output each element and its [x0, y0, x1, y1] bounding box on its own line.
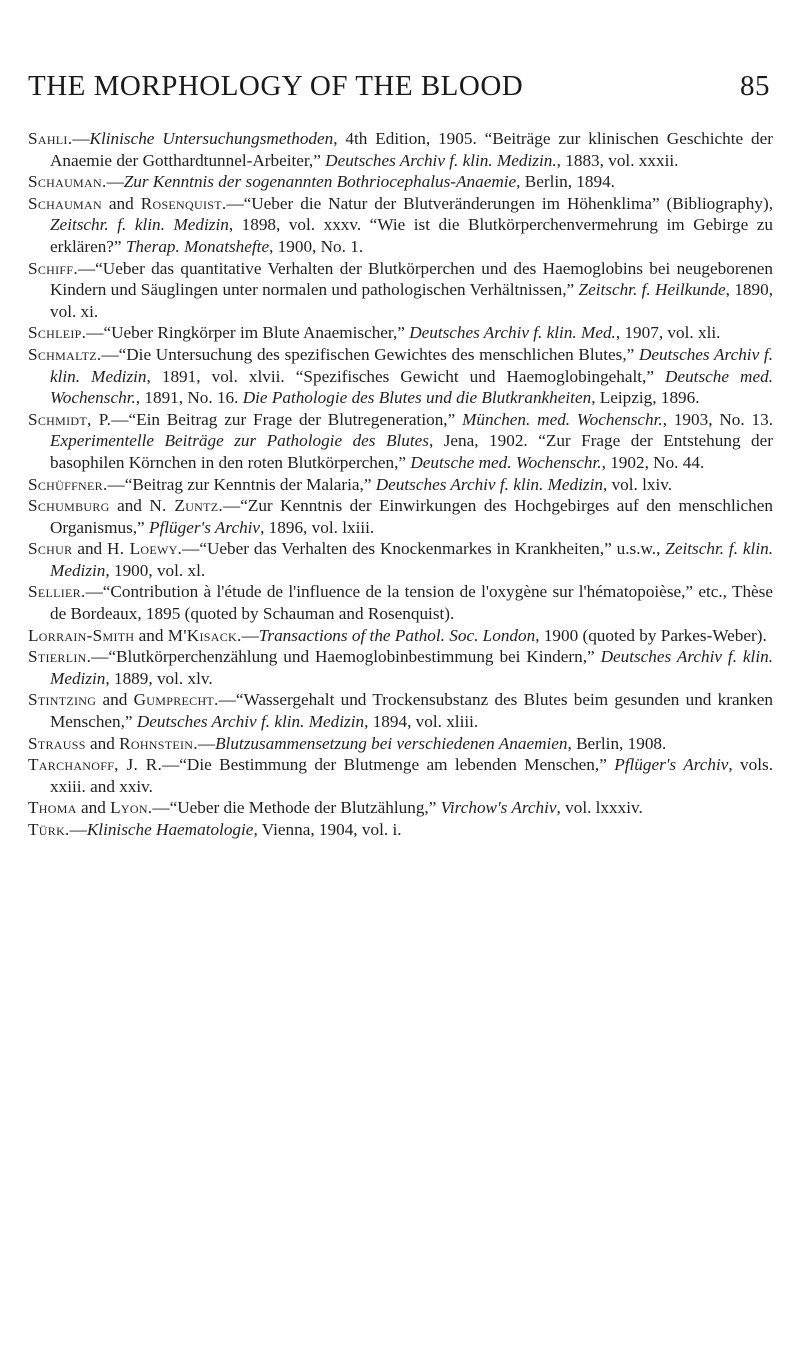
reference-title: Zeitschr. f. klin. Medizin	[50, 215, 229, 235]
reference-author: H. Loewy.	[107, 539, 183, 559]
reference-title: Die Pathologie des Blutes und die Blutkrankheiten	[242, 388, 592, 408]
reference-entry	[28, 344, 773, 409]
reference-title: Klinische Untersuchungsmethoden	[89, 129, 334, 148]
reference-author: Gumprecht.	[133, 690, 219, 710]
reference-conjunction: and	[101, 193, 141, 213]
page-number: 85	[740, 70, 770, 102]
reference-text: , 1900, No. 1.	[269, 236, 364, 256]
reference-entry	[28, 128, 773, 171]
reference-text: “Die Bestimmung der Blutmenge am lebenden Menschen,”	[179, 755, 615, 775]
reference-author: Schiff.	[28, 258, 78, 278]
reference-text: “Ueber das Verhalten des Knockenmarkes in Krankheiten,” u.s.w.,	[199, 539, 666, 559]
reference-author: Lyon.	[110, 798, 153, 818]
reference-entry	[28, 819, 773, 841]
reference-title: Pflüger's Archiv	[614, 755, 729, 775]
reference-author: M'Kisack.	[167, 625, 242, 645]
reference-entry	[28, 646, 773, 689]
reference-author: Schur	[28, 539, 73, 559]
reference-entry	[28, 495, 773, 538]
reference-author: Lorrain-Smith	[28, 625, 135, 645]
reference-entry	[28, 474, 773, 496]
reference-title: Deutsches Archiv f. klin. Medizin.	[325, 150, 557, 170]
reference-author: Schleip.	[28, 323, 87, 343]
reference-title: Klinische Haematologie	[86, 820, 254, 839]
reference-author: Schüffner.	[28, 474, 108, 494]
reference-separator: —	[107, 474, 125, 494]
reference-text: , vol. lxxxiv.	[556, 798, 643, 818]
reference-text: , 1891, vol. xlvii. “Spezifisches Gewicht und Haemoglobingehalt,”	[146, 366, 666, 386]
reference-text: , Leipzig, 1896.	[591, 388, 700, 408]
reference-separator: —	[223, 496, 241, 516]
reference-author: Tarchanoff, J. R.	[28, 755, 163, 775]
reference-separator: —	[101, 344, 119, 364]
reference-text: “Contribution à l'étude de l'influence de la tension de l'oxygène sur l'hématopoièse,” etc., Thèse de Bordeaux, 1895 (quoted by Schauman and Rosenquist).	[50, 582, 773, 624]
reference-title: Deutsche med. Wochenschr.	[50, 366, 773, 408]
reference-author: Stintzing	[28, 690, 97, 710]
reference-text: , Berlin, 1908.	[567, 733, 667, 753]
reference-text: “Ein Beitrag zur Frage der Blutregeneration,”	[128, 409, 463, 429]
reference-text: , 1891, No. 16.	[135, 388, 243, 408]
reference-text: , Vienna, 1904, vol. i.	[253, 820, 402, 839]
reference-text: , 1902, No. 44.	[601, 452, 705, 472]
reference-author: Schauman.	[28, 172, 107, 192]
reference-author: Rosenquist.	[140, 193, 227, 213]
reference-text: , 1889, vol. xlv.	[105, 668, 213, 688]
reference-author: Schauman	[28, 193, 102, 213]
reference-text: “Zur Kenntnis der Einwirkungen des Hochgebirges auf den menschlichen Organismus,”	[50, 496, 773, 537]
reference-separator: —	[162, 755, 180, 775]
reference-conjunction: and	[109, 496, 150, 516]
reference-title: München. med. Wochenschr.	[462, 409, 663, 429]
reference-separator: —	[182, 539, 200, 559]
reference-text: “Beitrag zur Kenntnis der Malaria,”	[124, 474, 376, 494]
reference-entry	[28, 193, 773, 258]
reference-author: Schumburg	[28, 496, 110, 516]
reference-separator: —	[152, 798, 170, 818]
reference-author: Rohnstein.	[119, 733, 198, 753]
reference-entry	[28, 754, 773, 797]
reference-text: “Ueber die Methode der Blutzählung,”	[169, 798, 441, 818]
reference-title: Pflüger's Archiv	[148, 517, 261, 537]
reference-author: Sellier.	[28, 582, 86, 602]
reference-title: Virchow's Archiv	[440, 798, 557, 818]
reference-title: Deutsches Archiv f. klin. Medizin	[375, 474, 603, 494]
reference-text: , vol. lxiv.	[602, 474, 673, 494]
reference-separator: —	[241, 625, 259, 645]
reference-author: Schmaltz.	[28, 344, 102, 364]
reference-title: Zeitschr. f. klin. Medizin	[50, 539, 773, 580]
reference-text: “Ueber die Natur der Blutveränderungen im Höhenklima” (Bibliography),	[243, 193, 773, 213]
reference-separator: —	[86, 323, 104, 343]
reference-conjunction: and	[72, 539, 108, 559]
reference-text: , Jena, 1902. “Zur Frage der Entstehung der basophilen Körnchen in den roten Blutkörperchen,”	[50, 431, 773, 472]
reference-text: , 1896, vol. lxiii.	[260, 517, 375, 537]
reference-separator: —	[69, 820, 87, 839]
reference-text: “Die Untersuchung des spezifischen Gewichtes des menschlichen Blutes,”	[118, 344, 639, 364]
reference-author: N. Zuntz.	[149, 496, 223, 516]
reference-entry	[28, 322, 773, 344]
reference-text: “Wassergehalt und Trockensubstanz des Blutes beim gesunden und kranken Menschen,”	[50, 690, 773, 732]
reference-author: Stierlin.	[28, 647, 92, 667]
reference-text: , 1903, No. 13.	[662, 409, 773, 429]
reference-title: Blutzusammensetzung bei verschiedenen Anaemien	[215, 733, 568, 753]
reference-title: Therap. Monatshefte	[125, 236, 270, 256]
reference-separator: —	[111, 409, 129, 429]
reference-separator: —	[106, 172, 124, 192]
reference-text: “Ueber Ringkörper im Blute Anaemischer,”	[103, 323, 410, 343]
reference-text: , 1907, vol. xli.	[615, 323, 721, 343]
reference-entry	[28, 258, 773, 323]
reference-title: Deutsches Archiv f. klin. Med.	[409, 323, 616, 343]
running-head: THE MORPHOLOGY OF THE BLOOD	[28, 70, 524, 102]
reference-conjunction: and	[96, 690, 134, 710]
reference-author: Strauss	[28, 733, 86, 753]
reference-separator: —	[226, 193, 244, 213]
reference-text: , Berlin, 1894.	[516, 172, 615, 192]
reference-title: Deutsches Archiv f. klin. Medizin	[50, 344, 773, 386]
reference-text: , 1900, vol. xl.	[105, 560, 206, 580]
reference-title: Experimentelle Beiträge zur Pathologie des Blutes	[50, 431, 429, 451]
reference-author: Schmidt, P.	[28, 409, 112, 429]
page-header	[0, 70, 800, 110]
reference-text: “Ueber das quantitative Verhalten der Blutkörperchen und des Haemoglobins bei neugeborenen Kindern und Säuglingen unter normalen und pathologischen Verhältnissen,”	[50, 258, 773, 300]
reference-author: Sahli.	[28, 129, 73, 148]
reference-conjunction: and	[85, 733, 120, 753]
reference-separator: —	[91, 647, 109, 667]
reference-author: Türk.	[28, 820, 70, 839]
reference-text: , 1883, vol. xxxii.	[556, 150, 679, 170]
reference-entry	[28, 171, 773, 193]
reference-conjunction: and	[76, 798, 111, 818]
reference-separator: —	[77, 258, 96, 278]
reference-title: Deutsches Archiv f. klin. Medizin	[136, 712, 365, 732]
reference-separator: —	[197, 733, 216, 753]
reference-text: , 1900 (quoted by Parkes-Weber).	[535, 625, 767, 645]
reference-entry	[28, 581, 773, 624]
reference-title: Deutsches Archiv f. klin. Medizin	[50, 647, 773, 688]
reference-separator: —	[85, 582, 103, 602]
reference-text: , 4th Edition, 1905. “Beiträge zur klinischen Geschichte der Anaemie der Gotthardtunnel-Arbeiter,”	[50, 129, 773, 170]
reference-entry	[28, 409, 773, 474]
reference-author: Thoma	[28, 798, 77, 818]
reference-entry	[28, 538, 773, 581]
reference-entry	[28, 797, 773, 819]
reference-text: “Blutkörperchenzählung und Haemoglobinbestimmung bei Kindern,”	[108, 647, 601, 667]
reference-text: , 1898, vol. xxxv. “Wie ist die Blutkörperchenvermehrung im Gebirge zu erklären?”	[50, 215, 773, 256]
reference-text: , 1890, vol. xi.	[50, 280, 773, 321]
reference-conjunction: and	[134, 625, 168, 645]
reference-separator: —	[72, 129, 90, 148]
reference-title: Zeitschr. f. Heilkunde	[578, 280, 726, 300]
reference-title: Transactions of the Pathol. Soc. London	[258, 625, 536, 645]
reference-title: Zur Kenntnis der sogenannten Bothriocephalus-Anaemie	[123, 172, 517, 192]
reference-separator: —	[218, 690, 236, 710]
reference-text: , vols. xxiii. and xxiv.	[50, 755, 773, 796]
reference-entry	[28, 689, 773, 732]
reference-entry	[28, 625, 773, 647]
reference-list	[28, 128, 773, 841]
reference-entry	[28, 733, 773, 755]
reference-text: , 1894, vol. xliii.	[364, 712, 479, 732]
reference-title: Deutsche med. Wochenschr.	[410, 452, 602, 472]
